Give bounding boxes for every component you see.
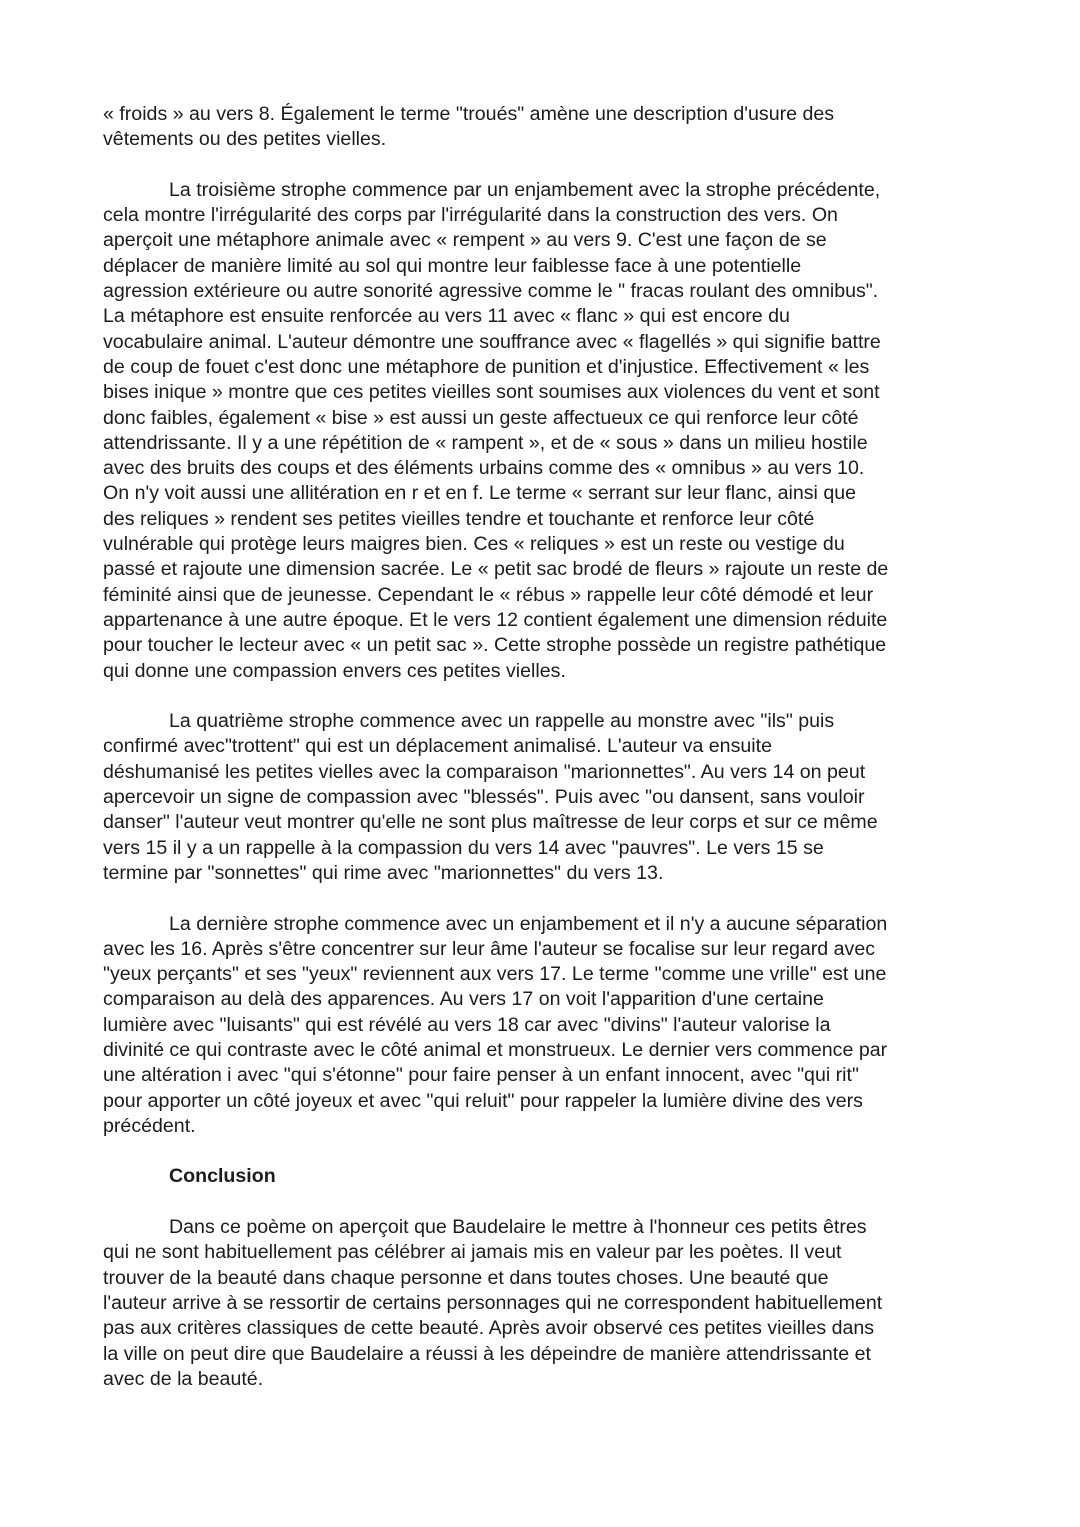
paragraph-spacer (103, 684, 983, 709)
paragraph-spacer (103, 153, 983, 178)
paragraph-fourth-stanza: La quatrième strophe commence avec un rappelle au monstre avec "ils" puis confirmé avec"trottent" qui est un déplacement animalisé. L'auteur va ensuite déshumanisé les petites vielles avec la comparaison "marionnettes". Au vers 14 on peut apercevoir un signe de compassion avec "blessés". Puis avec "ou dansent, sans vouloir danser" l'auteur veut montrer qu'elle ne sont plus maîtresse de leur corps et sur ce même vers 15 il y a un rappelle à la compassion du vers 14 avec "pauvres". Le vers 15 se termine par "sonnettes" qui rime avec "marionnettes" du vers 13. (103, 710, 878, 884)
paragraph-spacer (103, 1139, 983, 1164)
paragraph-third-stanza: La troisième strophe commence par un enjambement avec la strophe précédente, cela montre l'irrégularité des corps par l'irrégularité dans la construction des vers. On aperçoit une métaphore animale avec « rempent » au vers 9. C'est une façon de se déplacer de manière limité au sol qui montre leur faiblesse face à une potentielle agression extérieure ou autre sonorité agressive comme le " fracas roulant des omnibus". La métaphore est ensuite renforcée au vers 11 avec « flanc » qui est encore du vocabulaire animal. L'auteur démontre une souffrance avec « flagellés » qui signifie battre de coup de fouet c'est donc une métaphore de punition et d'injustice. Effectivement « les bises inique » montre que ces petites vieilles sont soumises aux violences du vent et sont donc faibles, également « bise » est aussi un geste affectueux ce qui renforce leur côté attendrissante. Il y a une répétition de « rampent », et de « sous » dans un milieu hostile avec des bruits des coups et des éléments urbains comme des « omnibus » au vers 10. On n'y voit aussi une allitération en r et en f. Le terme « serrant sur leur flanc, ainsi que des reliques » rendent ses petites vieilles tendre et touchante et renforce leur côté vulnérable qui protège leurs maigres bien. Ces « reliques » est un reste ou vestige du passé et rajoute une dimension sacrée. Le « petit sac brodé de fleurs » rajoute un reste de féminité ainsi que de jeunesse. Cependant le « rébus » rappelle leur côté démodé et leur appartenance à une autre époque. Et le vers 12 contient également une dimension réduite pour toucher le lecteur avec « un petit sac ». Cette strophe possède un registre pathétique qui donne une compassion envers ces petites vielles. (103, 178, 889, 682)
paragraph-spacer (103, 1190, 983, 1215)
paragraph-spacer (103, 886, 983, 911)
paragraph-continuation: « froids » au vers 8. Également le terme "troués" amène une description d'usure des vêtements ou des petites vielles. (103, 103, 835, 151)
document-body (103, 102, 983, 1392)
paragraph-conclusion: Dans ce poème on aperçoit que Baudelaire le mettre à l'honneur ces petits êtres qui ne sont habituellement pas célébrer ai jamais mis en valeur par les poètes. Il veut trouver de la beauté dans chaque personne et dans toutes choses. Une beauté que l'auteur arrive à se ressortir de certains personnages qui ne correspondent habituellement pas aux critères classiques de cette beauté. Après avoir observé ces petites vieilles dans la ville on peut dire que Baudelaire a réussi à les dépeindre de manière attendrissante et avec de la beauté. (103, 1216, 883, 1390)
paragraph-last-stanza: La dernière strophe commence avec un enjambement et il n'y a aucune séparation avec les 16. Après s'être concentrer sur leur âme l'auteur se focalise sur leur regard avec "yeux perçants" et ses "yeux" reviennent aux vers 17. Le terme "comme une vrille" est une comparaison au delà des apparences. Au vers 17 on voit l'apparition d'une certaine lumière avec "luisants" qui est révélé au vers 18 car avec "divins" l'auteur valorise la divinité ce qui contraste avec le côté animal et monstrueux. Le dernier vers commence par une altération i avec "qui s'étonne" pour faire penser à un enfant innocent, avec "qui rit" pour apporter un côté joyeux et avec "qui reluit" pour rappeler la lumière divine des vers précédent. (103, 912, 888, 1137)
conclusion-heading: Conclusion (169, 1165, 276, 1188)
